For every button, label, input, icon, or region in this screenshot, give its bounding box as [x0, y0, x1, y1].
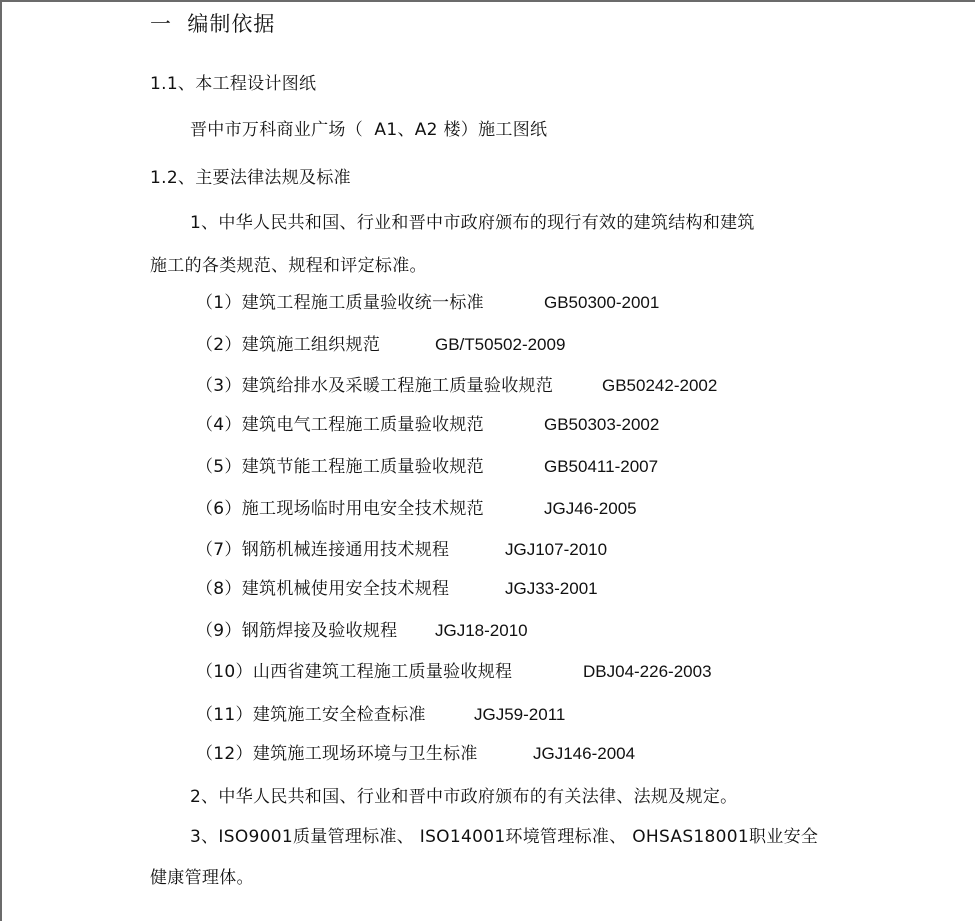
- paragraph-1-line-1: 1、中华人民共和国、行业和晋中市政府颁布的现行有效的建筑结构和建筑: [190, 213, 755, 233]
- paragraph-3-line-1: 3、ISO9001质量管理标准、 ISO14001环境管理标准、 OHSAS18001职业安全: [190, 827, 819, 847]
- standard-item-name: （1）建筑工程施工质量验收统一标准: [196, 293, 484, 313]
- section-heading: 一 编制依据: [150, 12, 276, 36]
- standard-item-code: JGJ46-2005: [544, 499, 637, 518]
- standard-item-name: （7）钢筋机械连接通用技术规程: [196, 540, 450, 560]
- page-top-border: [0, 0, 975, 2]
- design-drawings-text: 晋中市万科商业广场（ A1、A2 楼）施工图纸: [190, 120, 548, 140]
- standard-item-name: （2）建筑施工组织规范: [196, 335, 381, 355]
- standard-item-code: JGJ107-2010: [505, 540, 608, 559]
- standard-item-code: GB/T50502-2009: [435, 335, 566, 354]
- subsection-1-2-title: 1.2、主要法律法规及标准: [150, 168, 351, 188]
- subsection-1-1-title: 1.1、本工程设计图纸: [150, 74, 317, 94]
- page-left-border: [0, 0, 2, 921]
- standard-item-name: （8）建筑机械使用安全技术规程: [196, 579, 450, 599]
- standard-item-code: JGJ59-2011: [474, 705, 566, 724]
- paragraph-1-line-2: 施工的各类规范、规程和评定标准。: [150, 256, 427, 276]
- standard-item-code: DBJ04-226-2003: [583, 662, 712, 681]
- paragraph-2: 2、中华人民共和国、行业和晋中市政府颁布的有关法律、法规及规定。: [190, 787, 738, 807]
- standard-item-name: （9）钢筋焊接及验收规程: [196, 621, 398, 641]
- standard-item-name: （10）山西省建筑工程施工质量验收规程: [196, 662, 513, 682]
- standard-item-code: JGJ18-2010: [435, 621, 528, 640]
- standard-item-name: （5）建筑节能工程施工质量验收规范: [196, 457, 484, 477]
- standard-item-name: （6）施工现场临时用电安全技术规范: [196, 499, 484, 519]
- standard-item-code: GB50300-2001: [544, 293, 660, 312]
- standard-item-name: （4）建筑电气工程施工质量验收规范: [196, 415, 484, 435]
- standard-item-code: JGJ33-2001: [505, 579, 598, 598]
- standard-item-code: GB50242-2002: [602, 376, 718, 395]
- paragraph-3-line-2: 健康管理体。: [150, 868, 254, 888]
- standard-item-code: JGJ146-2004: [533, 744, 636, 763]
- standard-item-code: GB50411-2007: [544, 457, 659, 476]
- standard-item-name: （11）建筑施工安全检查标准: [196, 705, 426, 725]
- standard-item-name: （3）建筑给排水及采暖工程施工质量验收规范: [196, 376, 554, 396]
- standard-item-name: （12）建筑施工现场环境与卫生标准: [196, 744, 478, 764]
- standard-item-code: GB50303-2002: [544, 415, 660, 434]
